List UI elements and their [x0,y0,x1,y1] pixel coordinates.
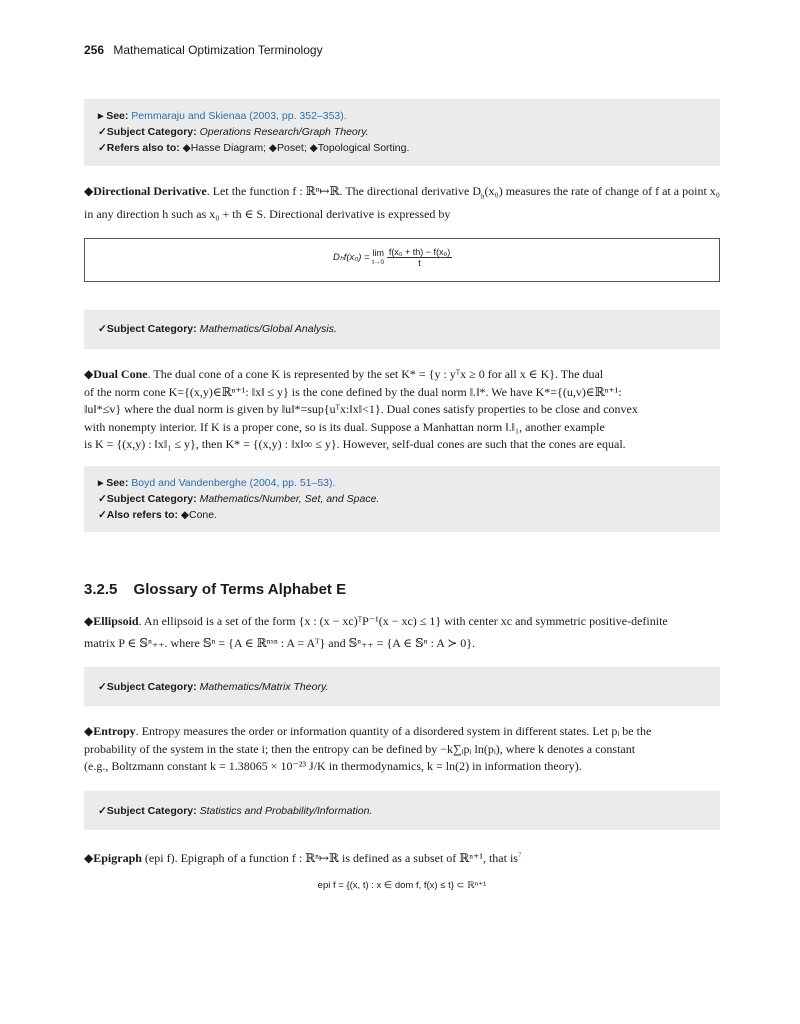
dual-cone-line-1: ◆Dual Cone. The dual cone of a cone K is represented by the set K* = {y : yᵀx ≥ 0 for all x ∈ K}. The dual [84,367,604,381]
see-label: ▸ See: [98,110,129,122]
footnote-marker[interactable]: 7 [517,851,522,859]
formula-lhs: Dₕf(x₀) = [333,252,373,264]
see-row [98,475,706,491]
subject-label: ✓Subject Category: [98,805,197,817]
see-row [98,108,706,124]
reference-box-ellipsoid [84,667,720,706]
difference-quotient [387,247,452,268]
entropy-line-1: ◆Entropy. Entropy measures the order or information quantity of a disordered system in different states. Let pᵢ be the [84,724,652,738]
subject-label: ✓Subject Category: [98,323,197,335]
subject-label: ✓Subject Category: [98,126,197,138]
reference-box-entropy [84,791,720,830]
see-reference-link[interactable]: Pemmaraju and Skienaa (2003, pp. 352–353). [131,110,347,122]
running-header [84,43,323,57]
directional-formula [333,247,452,268]
term-ellipsoid: ◆Ellipsoid [84,614,139,628]
refers-row [98,140,706,156]
section-title: Glossary of Terms Alphabet E [133,581,347,598]
also-value: ◆Cone. [180,509,217,521]
subject-value: Statistics and Probability/Information. [199,805,373,817]
fraction-numerator: f(x₀ + th) − f(x₀) [388,247,451,257]
running-title: Mathematical Optimization Terminology [113,43,323,57]
dual-cone-entry [84,366,720,454]
refers-value: ◆Hasse Diagram; ◆Poset; ◆Topological Sorting. [182,142,410,154]
subject-value: Mathematics/Global Analysis. [199,323,337,335]
refers-label: ✓Refers also to: [98,142,180,154]
term-dual-cone: ◆Dual Cone [84,367,148,381]
term-entropy: ◆Entropy [84,724,136,738]
term-epigraph: ◆Epigraph [84,851,142,865]
dual-cone-line-2: of the norm cone K={(x,y)∈ℝⁿ⁺¹: ‖x‖ ≤ y} is the cone defined by the dual norm ‖.‖*. We have K*={(u,v)∈ℝⁿ⁺¹: [84,384,622,399]
dual-cone-line-4: with nonempty interior. If K is a proper cone, so is its dual. Suppose a Manhattan norm ‖.‖₁, another example [84,419,605,434]
limit-subscript: t→0 [372,258,385,266]
see-reference-link[interactable]: Boyd and Vandenberghe (2004, pp. 51–53). [131,477,336,489]
ellipsoid-line-2: matrix P ∈ 𝕊ⁿ₊₊. where 𝕊ⁿ = {A ∈ ℝⁿˣⁿ : A = Aᵀ} and 𝕊ⁿ₊₊ = {A ∈ 𝕊ⁿ : A ≻ 0}. [84,636,476,650]
page-number: 256 [84,43,105,57]
also-refers-row [98,507,706,523]
entropy-line-3: (e.g., Boltzmann constant k = 1.38065 × 10⁻²³ J/K in thermodynamics, k = ln(2) in information theory). [84,759,582,773]
epigraph-entry [84,847,720,868]
entropy-line-2: probability of the system in the state i; then the entropy can be defined by −k∑ᵢpᵢ ln(pᵢ), where k denotes a constant [84,741,636,756]
subject-value: Mathematics/Number, Set, and Space. [199,493,380,505]
section-number: 3.2.5 [84,581,118,598]
subject-row [98,803,706,819]
subject-row [98,321,706,337]
subject-row [98,491,706,507]
limit-operator [372,249,384,267]
epigraph-formula: epi f = {(x, t) : x ∈ dom f, f(x) ≤ t} ⊂ ℝⁿ⁺¹ [317,880,487,891]
subject-value: Operations Research/Graph Theory. [199,126,369,138]
directional-text-1: . Let the function f : ℝⁿ↦ℝ. The directional derivative D [206,184,482,198]
also-label: ✓Also refers to: [98,509,178,521]
entropy-entry [84,723,720,776]
see-label: ▸ See: [98,477,129,489]
term-directional-derivative: ◆Directional Derivative [84,184,207,198]
subject-label: ✓Subject Category: [98,493,197,505]
reference-box-directional [84,310,720,349]
dual-cone-line-3: ‖u‖*≤v} where the dual norm is given by ‖u‖*=sup{uᵀx:‖x‖<1}. Dual cones satisfy properties to be close and convex [84,402,638,416]
reference-box-dual-cone [84,466,720,532]
subject-label: ✓Subject Category: [98,681,197,693]
directional-derivative-entry: ◆Directional Derivative. Let the function f : ℝⁿ↦ℝ. The directional derivative $D_h(x_0)$ measures the rate of change of f at a point x₀ in any direction h such as x₀ + th ∈ S. Directional derivative is expressed by [84,184,720,221]
subject-value: Mathematics/Matrix Theory. [199,681,329,693]
ellipsoid-line-1: ◆Ellipsoid. An ellipsoid is a set of the form {x : (x − xc)ᵀP⁻¹(x − xc) ≤ 1} with center xc and symmetric positive-definite [84,614,668,628]
fraction-denominator: t [418,258,421,268]
ellipsoid-entry [84,610,720,654]
reference-box-hasse [84,99,720,166]
formula-box-directional [84,238,720,282]
directional-text-2: (x₀) measures the rate of change of f at a point x₀ in any direction h such as x₀ + th ∈ S. Directional derivative is expressed by [84,184,720,221]
limit-word: lim [372,247,384,258]
dual-cone-line-5: is K = {(x,y) : ‖x‖₁ ≤ y}, then K* = {(x,y) : ‖x‖∞ ≤ y}. However, self-dual cones are such that the cones are equal. [84,437,626,451]
subject-row [98,679,706,695]
section-heading [84,581,346,598]
epigraph-text: (epi f). Epigraph of a function f : ℝⁿ↦ℝ is defined as a subset of ℝⁿ⁺¹, that is [141,851,518,865]
subject-row [98,124,706,140]
